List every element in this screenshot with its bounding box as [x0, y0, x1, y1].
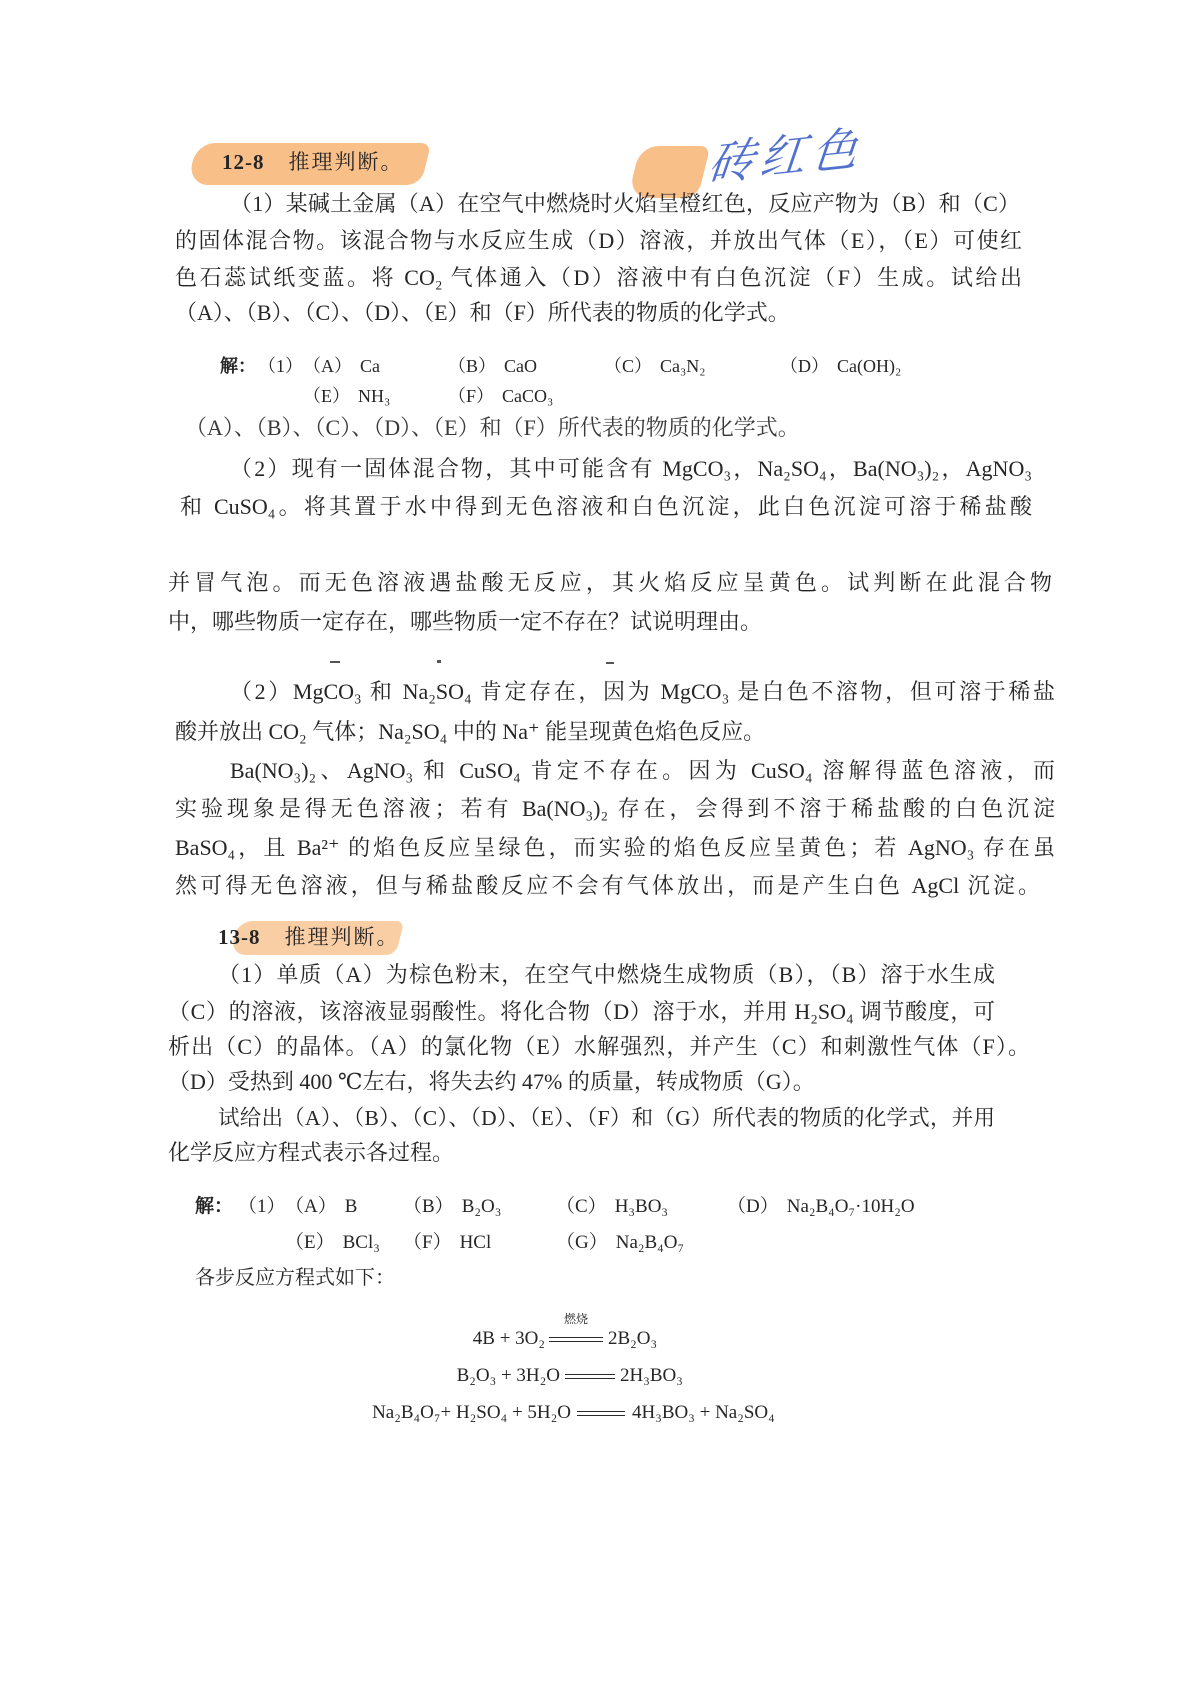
- answer-line: BaSO₄，且 Ba²⁺ 的焰色反应呈绿色，而实验的焰色反应呈黄色；若 AgNO₃ 存在虽: [175, 835, 1055, 860]
- answer-value: Ca₃N₂: [660, 356, 706, 376]
- paragraph-line: 并冒气泡。而无色溶液遇盐酸无反应，其火焰反应呈黄色。试判断在此混合物: [168, 570, 1052, 595]
- equals-arrow-icon: [549, 1337, 603, 1342]
- answer-line: 实验现象是得无色溶液；若有 Ba(NO₃)₂ 存在，会得到不溶于稀盐酸的白色沉淀: [175, 796, 1055, 821]
- problem-number: 13-8: [218, 925, 261, 949]
- problem-12-8-heading: [222, 149, 404, 175]
- answer-value: CaCO₃: [502, 386, 554, 406]
- answer-key: （B）: [403, 1196, 454, 1217]
- paragraph-line: （A）、（B）、（C）、（D）、（E）和（F）所代表的物质的化学式。: [175, 300, 790, 325]
- answer-line: （2）MgCO₃ 和 Na₂SO₄ 肯定存在，因为 MgCO₃ 是白色不溶物，但可溶于稀盐: [230, 679, 1055, 704]
- paragraph-line: 色石蕊试纸变蓝。将 CO₂ 气体通入（D）溶液中有白色沉淀（F）生成。试给出: [175, 265, 1022, 290]
- paragraph-line: 试给出（A）、（B）、（C）、（D）、（E）、（F）和（G）所代表的物质的化学式，并用: [218, 1106, 995, 1130]
- equation-lhs: 4B + 3O₂: [472, 1328, 545, 1349]
- answer-item: [303, 354, 380, 378]
- answer-line: 酸并放出 CO₂ 气体；Na₂SO₄ 中的 Na⁺ 能呈现黄色焰色反应。: [175, 719, 766, 744]
- paragraph-line: （C）的溶液，该溶液显弱酸性。将化合物（D）溶于水，并用 H₂SO₄ 调节酸度，可: [168, 999, 995, 1024]
- scan-cut-strip: [185, 415, 825, 441]
- answer-line: 然可得无色溶液，但与稀盐酸反应不会有气体放出，而是产生白色 AgCl 沉淀。: [175, 873, 1040, 898]
- answer-item: [285, 1195, 357, 1219]
- paragraph-line: （D）受热到 400 ℃左右，将失去约 47% 的质量，转成物质（G）。: [168, 1069, 815, 1094]
- answer-item: [448, 354, 537, 378]
- paragraph-line: 析出（C）的晶体。（A）的氯化物（E）水解强烈，并产生（C）和刺激性气体（F）。: [168, 1034, 1030, 1059]
- answer-key: （C）: [556, 1196, 607, 1217]
- answer-value: B: [344, 1196, 358, 1217]
- answer-item: [556, 1195, 668, 1219]
- answer-value: Ca: [360, 356, 380, 376]
- answer-item: [285, 1231, 380, 1255]
- answer-key: （D）: [727, 1196, 779, 1217]
- equations-intro: 各步反应方程式如下：: [195, 1267, 395, 1289]
- solution-label-text: 解：: [195, 1196, 234, 1217]
- equals-arrow-icon: [565, 1374, 615, 1379]
- paragraph-line: （1）某碱土金属（A）在空气中燃烧时火焰呈橙红色，反应产物为（B）和（C）: [230, 191, 1020, 216]
- answer-item: [403, 1231, 491, 1255]
- answer-value: BCl₃: [342, 1232, 380, 1253]
- answer-value: CaO: [504, 356, 538, 376]
- paragraph-line: （1）单质（A）为棕色粉末，在空气中燃烧生成物质（B），（B）溶于水生成: [218, 962, 995, 987]
- paragraph-line: 和 CuSO₄。将其置于水中得到无色溶液和白色沉淀，此白色沉淀可溶于稀盐酸: [180, 494, 1032, 519]
- problem-number: 12-8: [222, 150, 265, 174]
- equation-condition: 燃烧: [563, 1312, 588, 1326]
- answer-value: B₂O₃: [461, 1196, 502, 1217]
- scan-artifact: [330, 661, 340, 663]
- equation: [0, 1363, 1190, 1389]
- problem-heading-text: 推理判断。: [284, 925, 400, 949]
- solution-label-text: 解：: [220, 356, 256, 376]
- scan-artifact: [437, 660, 441, 663]
- answer-item: [727, 1195, 915, 1219]
- solution-label: [220, 354, 256, 378]
- answer-key: （F）: [403, 1232, 452, 1253]
- answer-item: [604, 354, 706, 378]
- answer-key: （A）: [285, 1196, 337, 1217]
- answer-value: H₃BO₃: [614, 1196, 669, 1217]
- paragraph-line: 中，哪些物质一定存在，哪些物质一定不存在？试说明理由。: [168, 609, 763, 634]
- equals-arrow-icon: [577, 1411, 625, 1416]
- answer-key: （A）: [303, 356, 352, 376]
- answer-item: [303, 384, 390, 408]
- equation: [0, 1312, 1190, 1352]
- handwritten-note: 砖红色: [705, 120, 867, 192]
- cut-fragment-text: （A）、（B）、（C）、（D）、（E）和（F）所代表的物质的化学式。: [185, 415, 800, 440]
- equation-lhs: B₂O₃ + 3H₂O: [456, 1365, 560, 1386]
- answer-line: Ba(NO₃)₂、AgNO₃ 和 CuSO₄ 肯定不存在。因为 CuSO₄ 溶解得蓝色溶液，而: [230, 758, 1055, 783]
- solution-label: [195, 1195, 233, 1219]
- answer-item: [780, 354, 901, 378]
- equation: [0, 1400, 1190, 1426]
- paragraph-line: 的固体混合物。该混合物与水反应生成（D）溶液，并放出气体（E），（E）可使红: [175, 228, 1022, 253]
- problem-13-8-heading: [218, 924, 400, 950]
- answer-item: [403, 1195, 501, 1219]
- answer-key: （G）: [556, 1232, 608, 1253]
- problem-heading-text: 推理判断。: [288, 150, 404, 174]
- answer-item: [556, 1231, 684, 1255]
- paragraph-line: （2）现有一固体混合物，其中可能含有 MgCO₃，Na₂SO₄，Ba(NO₃)₂，AgNO₃: [230, 456, 1032, 481]
- solution-part: （1）: [238, 1196, 286, 1217]
- answer-value: Ca(OH)₂: [837, 356, 902, 376]
- answer-value: Na₂B₄O₇·10H₂O: [786, 1196, 915, 1217]
- answer-value: NH₃: [358, 386, 391, 406]
- answer-key: （E）: [285, 1232, 335, 1253]
- scan-artifact: [606, 662, 614, 664]
- answer-key: （F）: [448, 386, 495, 406]
- paragraph-line: 化学反应方程式表示各过程。: [168, 1140, 455, 1165]
- equation-rhs: 2B₂O₃: [608, 1328, 658, 1349]
- answer-key: （D）: [780, 356, 829, 376]
- equation-rhs: 2H₃BO₃: [620, 1365, 683, 1386]
- equation-rhs: 4H₃BO₃ + Na₂SO₄: [632, 1402, 775, 1423]
- answer-value: HCl: [459, 1232, 492, 1253]
- equation-lhs: Na₂B₄O₇+ H₂SO₄ + 5H₂O: [372, 1402, 571, 1423]
- answer-key: （B）: [448, 356, 497, 376]
- answer-value: Na₂B₄O₇: [615, 1232, 685, 1253]
- answer-key: （C）: [604, 356, 653, 376]
- solution-part: （1）: [258, 356, 303, 376]
- answer-item: [448, 384, 553, 408]
- answer-key: （E）: [303, 386, 350, 406]
